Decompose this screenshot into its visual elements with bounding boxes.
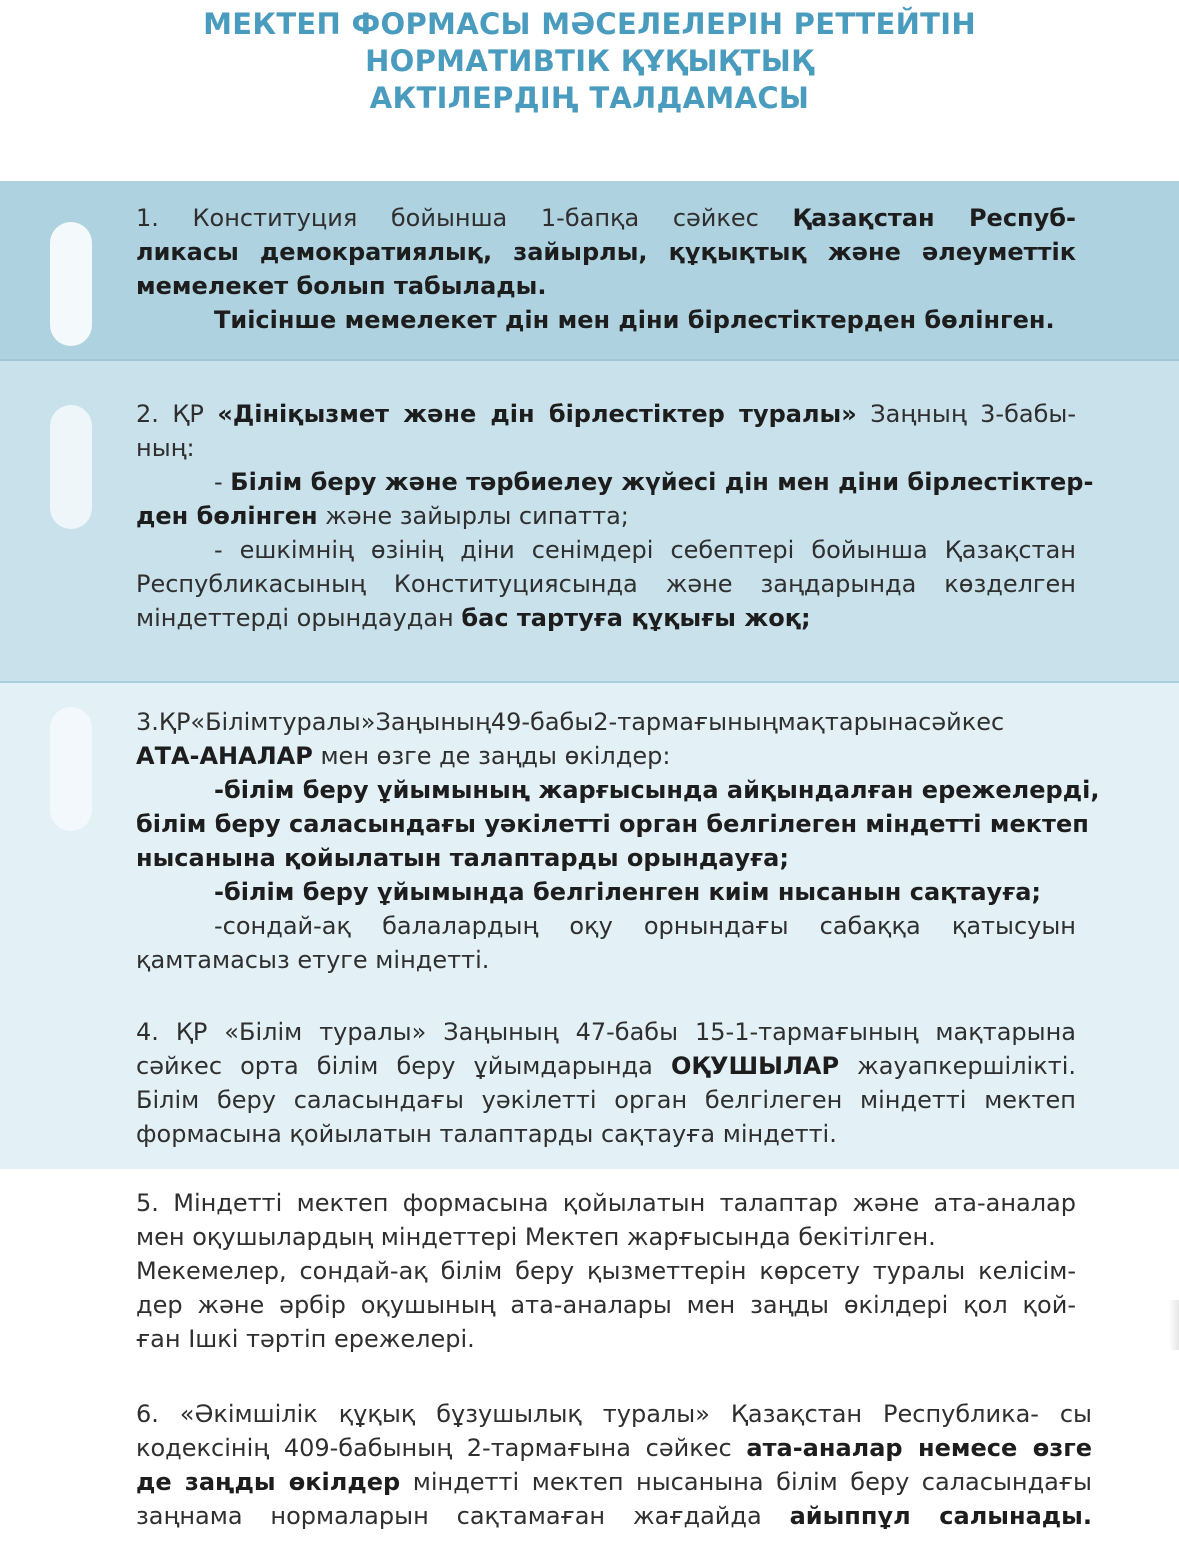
text-line: қамтамасыз етуге міндетті. [136,946,490,974]
text-line: Білім беру саласындағы уәкілетті орган белгілеген міндетті мектеп [136,1086,1076,1114]
text-line: мен оқушылардың міндеттері Мектеп жарғысында бекітілген. [136,1223,936,1251]
pill-marker-icon [50,707,92,831]
text-line: АТА-АНАЛАР мен өзге де заңды өкілдер: [136,742,671,770]
text-line: заңнама нормаларын сақтамаған жағдайда айыппұл салынады. [136,1502,1092,1530]
title-line-2: НОРМАТИВТІК ҚҰҚЫҚТЫҚ [365,44,814,78]
text-line: - Білім беру және тәрбиелеу жүйесі дін мен діни бірлестіктер- [214,468,1094,496]
page-edge-shadow [1169,1300,1179,1350]
text-line: міндеттерді орындаудан бас тартуға құқығы жоқ; [136,604,811,632]
text-line: кодексінің 409-бабының 2-тармағына сәйкес ата-аналар немесе өзге [136,1434,1093,1462]
text-line: ликасы демократиялық, зайырлы, құқықтық және әлеуметтік [136,238,1076,266]
text-line: формасына қойылатын талаптарды сақтауға міндетті. [136,1120,837,1148]
text-line: мемелекет болып табылады. [136,272,547,300]
title-line-3: АКТІЛЕРДІҢ ТАЛДАМАСЫ [369,81,810,115]
text-line: - ешкімнің өзінің діни сенімдері себептері бойынша Қазақстан [214,536,1076,564]
paragraph-5 [136,1186,1076,1356]
text-line: ден бөлінген және зайырлы сипатта; [136,502,629,530]
pill-marker-icon [50,405,92,529]
paragraph-4 [136,1015,1076,1151]
text-line: де заңды өкілдер міндетті мектеп нысанына білім беру саласындағы [136,1468,1092,1496]
text-line: білім беру саласындағы уәкілетті орган белгілеген міндетті мектеп [136,810,1089,838]
text-line: Мекемелер, сондай-ақ білім беру қызметтерін көрсету туралы келісім- [136,1257,1076,1285]
text-line: -білім беру ұйымының жарғысында айқындалған ережелерді, [214,776,1100,804]
pill-marker-icon [50,222,92,346]
text-line: 3.ҚР«Білімтуралы»Заңының49-бабы2-тармағыныңмақтарынасәйкес [136,708,1005,736]
title-line-1: МЕКТЕП ФОРМАСЫ МӘСЕЛЕЛЕРІН РЕТТЕЙТІН [203,7,976,41]
text-line: 4. ҚР «Білім туралы» Заңының 47-бабы 15-1-тармағының мақтарына [136,1018,1076,1046]
text-line: Тиісінше мемелекет дін мен діни бірлестіктерден бөлінген. [214,306,1055,334]
text-line: 5. Міндетті мектеп формасына қойылатын талаптар және ата-аналар [136,1189,1076,1217]
text-line: 6. «Әкімшілік құқық бұзушылық туралы» Қазақстан Республика- сы [136,1400,1092,1428]
text-line: ған Ішкі тәртіп ережелері. [136,1325,475,1353]
text-line: сәйкес орта білім беру ұйымдарында ОҚУШЫЛАР жауапкершілікті. [136,1052,1076,1080]
paragraph-2 [136,397,1094,635]
document-title [0,6,1179,117]
text-line: 1. Конституция бойынша 1-бапқа сәйкес Қазақстан Респуб- [136,204,1077,232]
text-line: -білім беру ұйымында белгіленген киім нысанын сақтауға; [214,878,1042,906]
paragraph-6 [136,1397,1092,1533]
paragraph-1 [136,201,1076,337]
text-line: Республикасының Конституциясында және заңдарында көзделген [136,570,1076,598]
paragraph-3 [136,705,1100,977]
text-line: ның: [136,434,195,462]
text-line: дер және әрбір оқушының ата-аналары мен заңды өкілдері қол қой- [136,1291,1076,1319]
text-line: -сондай-ақ балалардың оқу орнындағы сабаққа қатысуын [214,912,1076,940]
text-line: нысанына қойылатын талаптарды орындауға; [136,844,789,872]
text-line: 2. ҚР «Дініқызмет және дін бірлестіктер туралы» Заңның 3-бабы- [136,400,1076,428]
